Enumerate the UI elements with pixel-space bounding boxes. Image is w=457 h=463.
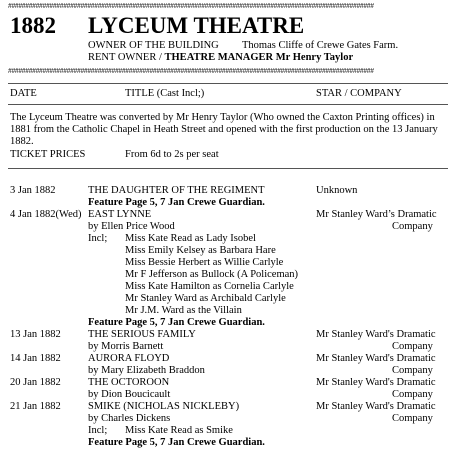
entry-date: 13 Jan 1882 (10, 329, 61, 340)
entry-star-company: Company (392, 365, 433, 376)
entry-title: THE DAUGHTER OF THE REGIMENT (88, 185, 265, 196)
cast-member: Miss Emily Kelsey as Barbara Hare (125, 245, 276, 256)
entry-title: THE SERIOUS FAMILY (88, 329, 196, 340)
rule-line (8, 168, 448, 169)
intro-line: The Lyceum Theatre was converted by Mr Henry Taylor (Who owned the Caxton Printing offices) in (10, 112, 435, 123)
entry-author: by Dion Boucicault (88, 389, 171, 400)
entry-star: Mr Stanley Ward's Dramatic (316, 329, 436, 340)
entry-star: Mr Stanley Ward's Dramatic (316, 353, 436, 364)
entry-star-company: Company (392, 413, 433, 424)
ticket-prices-value: From 6d to 2s per seat (125, 149, 219, 160)
cast-member: Miss Kate Read as Smike (125, 425, 233, 436)
ticket-prices-label: TICKET PRICES (10, 149, 86, 160)
entry-star: Mr Stanley Ward’s Dramatic (316, 209, 437, 220)
hash-divider-top: ########################################################################################################## (8, 2, 374, 10)
cast-member: Miss Kate Read as Lady Isobel (125, 233, 256, 244)
entry-incl-label: Incl; (88, 425, 108, 436)
entry-date: 21 Jan 1882 (10, 401, 61, 412)
cast-member: Mr F Jefferson as Bullock (A Policeman) (125, 269, 299, 280)
entry-author: by Mary Elizabeth Braddon (88, 365, 205, 376)
column-title: TITLE (Cast Incl;) (125, 88, 205, 99)
entry-title: SMIKE (NICHOLAS NICKLEBY) (88, 401, 240, 412)
entry-feature: Feature Page 5, 7 Jan Crewe Guardian. (88, 197, 265, 208)
entry-author: by Ellen Price Wood (88, 221, 175, 232)
entry-star-company: Company (392, 389, 433, 400)
entry-author: by Morris Barnett (88, 341, 164, 352)
entry-feature: Feature Page 5, 7 Jan Crewe Guardian. (88, 437, 265, 448)
hash-divider-middle: ########################################################################################################## (8, 67, 374, 75)
entry-star-company: Company (392, 221, 433, 232)
entry-star: Mr Stanley Ward's Dramatic (316, 401, 436, 412)
owner-label: OWNER OF THE BUILDING (88, 40, 219, 51)
entry-feature: Feature Page 5, 7 Jan Crewe Guardian. (88, 317, 265, 328)
intro-line: 1882. (10, 136, 34, 147)
rent-owner-label: RENT OWNER / THEATRE MANAGER Mr Henry Taylor (88, 52, 354, 63)
entry-star-company: Company (392, 341, 433, 352)
entry-incl-label: Incl; (88, 233, 108, 244)
theatre-title: LYCEUM THEATRE (88, 13, 305, 38)
cast-member: Miss Bessie Herbert as Willie Carlyle (125, 257, 284, 268)
theatre-manager: THEATRE MANAGER Mr Henry Taylor (164, 52, 354, 63)
entry-date: 20 Jan 1882 (10, 377, 61, 388)
year-heading: 1882 (10, 13, 56, 38)
entry-star: Mr Stanley Ward's Dramatic (316, 377, 436, 388)
entry-title: AURORA FLOYD (88, 353, 170, 364)
cast-member: Mr Stanley Ward as Archibald Carlyle (125, 293, 286, 304)
entry-author: by Charles Dickens (88, 413, 171, 424)
cast-member: Mr J.M. Ward as the Villain (125, 305, 242, 316)
entry-star: Unknown (316, 185, 358, 196)
entry-title: THE OCTOROON (88, 377, 170, 388)
owner-name: Thomas Cliffe of Crewe Gates Farm. (242, 40, 399, 51)
entry-date: 3 Jan 1882 (10, 185, 56, 196)
column-date: DATE (10, 88, 37, 99)
column-star: STAR / COMPANY (316, 88, 402, 99)
rule-line (8, 83, 448, 84)
cast-member: Miss Kate Hamilton as Cornelia Carlyle (125, 281, 294, 292)
entry-date: 14 Jan 1882 (10, 353, 61, 364)
entry-date: 4 Jan 1882(Wed) (10, 209, 82, 220)
entry-title: EAST LYNNE (88, 209, 152, 220)
intro-line: 1881 from the Catholic Chapel in Heath Street and opened with the first production on the 13 January (10, 124, 438, 135)
rule-line (8, 104, 448, 105)
